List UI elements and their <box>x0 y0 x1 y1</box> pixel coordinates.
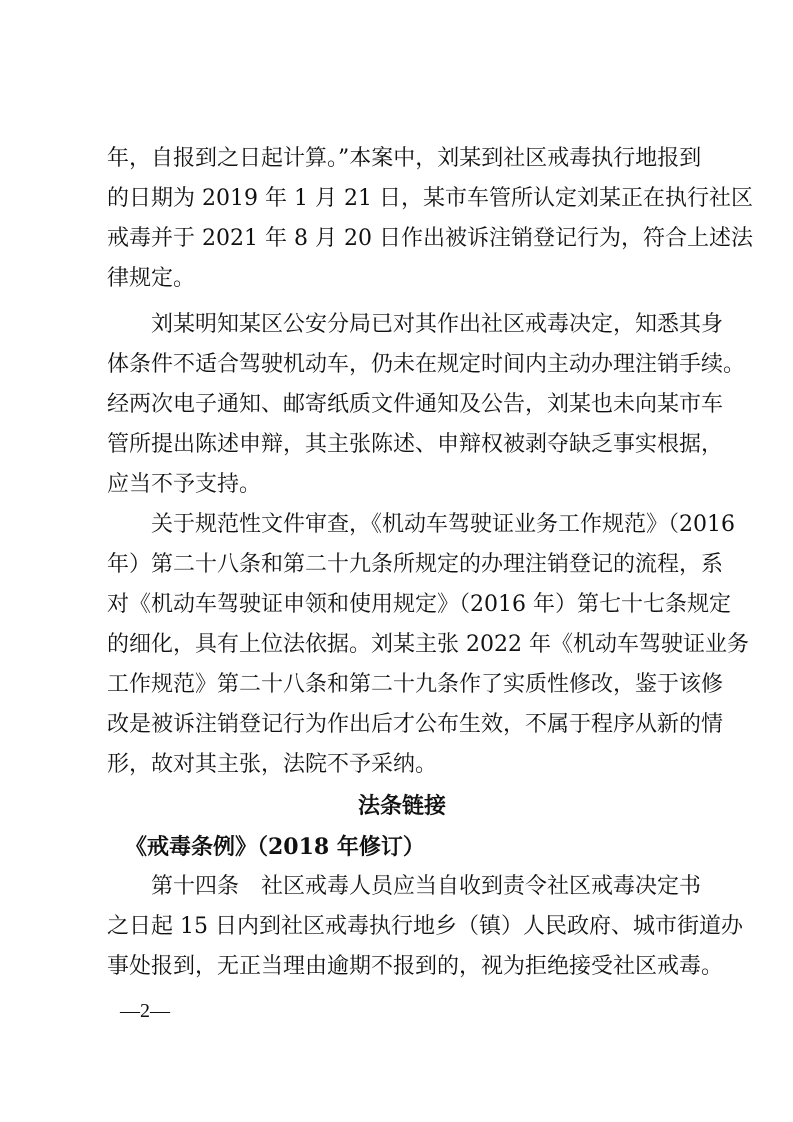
paragraph-2-line-2: 体条件不适合驾驶机动车，仍未在规定时间内主动办理注销手续。 <box>107 352 746 377</box>
paragraph-1-line-1: 年，自报到之日起计算。”本案中，刘某到社区戒毒执行地报到 <box>107 146 702 171</box>
article-line-1: 第十四条 社区戒毒人员应当自收到责令社区戒毒决定书 <box>107 874 702 899</box>
paragraph-1-line-3: 戒毒并于 2021 年 8 月 20 日作出被诉注销登记行为，符合上述法 <box>107 226 753 251</box>
paragraph-1-line-4: 律规定。 <box>107 266 196 291</box>
paragraph-3-line-5: 工作规范》第二十八条和第二十九条作了实质性修改，鉴于该修 <box>107 672 724 697</box>
paragraph-1-line-2: 的日期为 2019 年 1 月 21 日，某市车管所认定刘某正在执行社区 <box>107 186 753 211</box>
law-title: 《戒毒条例》（2018 年修订） <box>125 834 425 860</box>
article-line-3: 事处报到，无正当理由逾期不报到的，视为拒绝接受社区戒毒。 <box>107 954 724 979</box>
paragraph-3-line-6: 改是被诉注销登记行为作出后才公布生效，不属于程序从新的情 <box>107 712 724 737</box>
paragraph-3-line-3: 对《机动车驾驶证申领和使用规定》（2016 年）第七十七条规定 <box>107 592 731 617</box>
paragraph-2-line-4: 管所提出陈述申辩，其主张陈述、申辩权被剥夺缺乏事实根据， <box>107 432 724 457</box>
paragraph-2-line-1: 刘某明知某区公安分局已对其作出社区戒毒决定，知悉其身 <box>107 312 724 337</box>
paragraph-2-line-3: 经两次电子通知、邮寄纸质文件通知及公告，刘某也未向某市车 <box>107 392 724 417</box>
page-number: —2— <box>120 1000 170 1022</box>
paragraph-3-line-7: 形，故对其主张，法院不予采纳。 <box>107 752 438 777</box>
section-heading: 法条链接 <box>357 794 446 819</box>
paragraph-3-line-1: 关于规范性文件审查，《机动车驾驶证业务工作规范》（2016 <box>107 512 735 537</box>
paragraph-3-line-2: 年）第二十八条和第二十九条所规定的办理注销登记的流程，系 <box>107 552 724 577</box>
paragraph-3-line-4: 的细化，具有上位法依据。刘某主张 2022 年《机动车驾驶证业务 <box>107 632 749 657</box>
paragraph-2-line-5: 应当不予支持。 <box>107 472 262 497</box>
article-line-2: 之日起 15 日内到社区戒毒执行地乡（镇）人民政府、城市街道办 <box>107 914 743 939</box>
